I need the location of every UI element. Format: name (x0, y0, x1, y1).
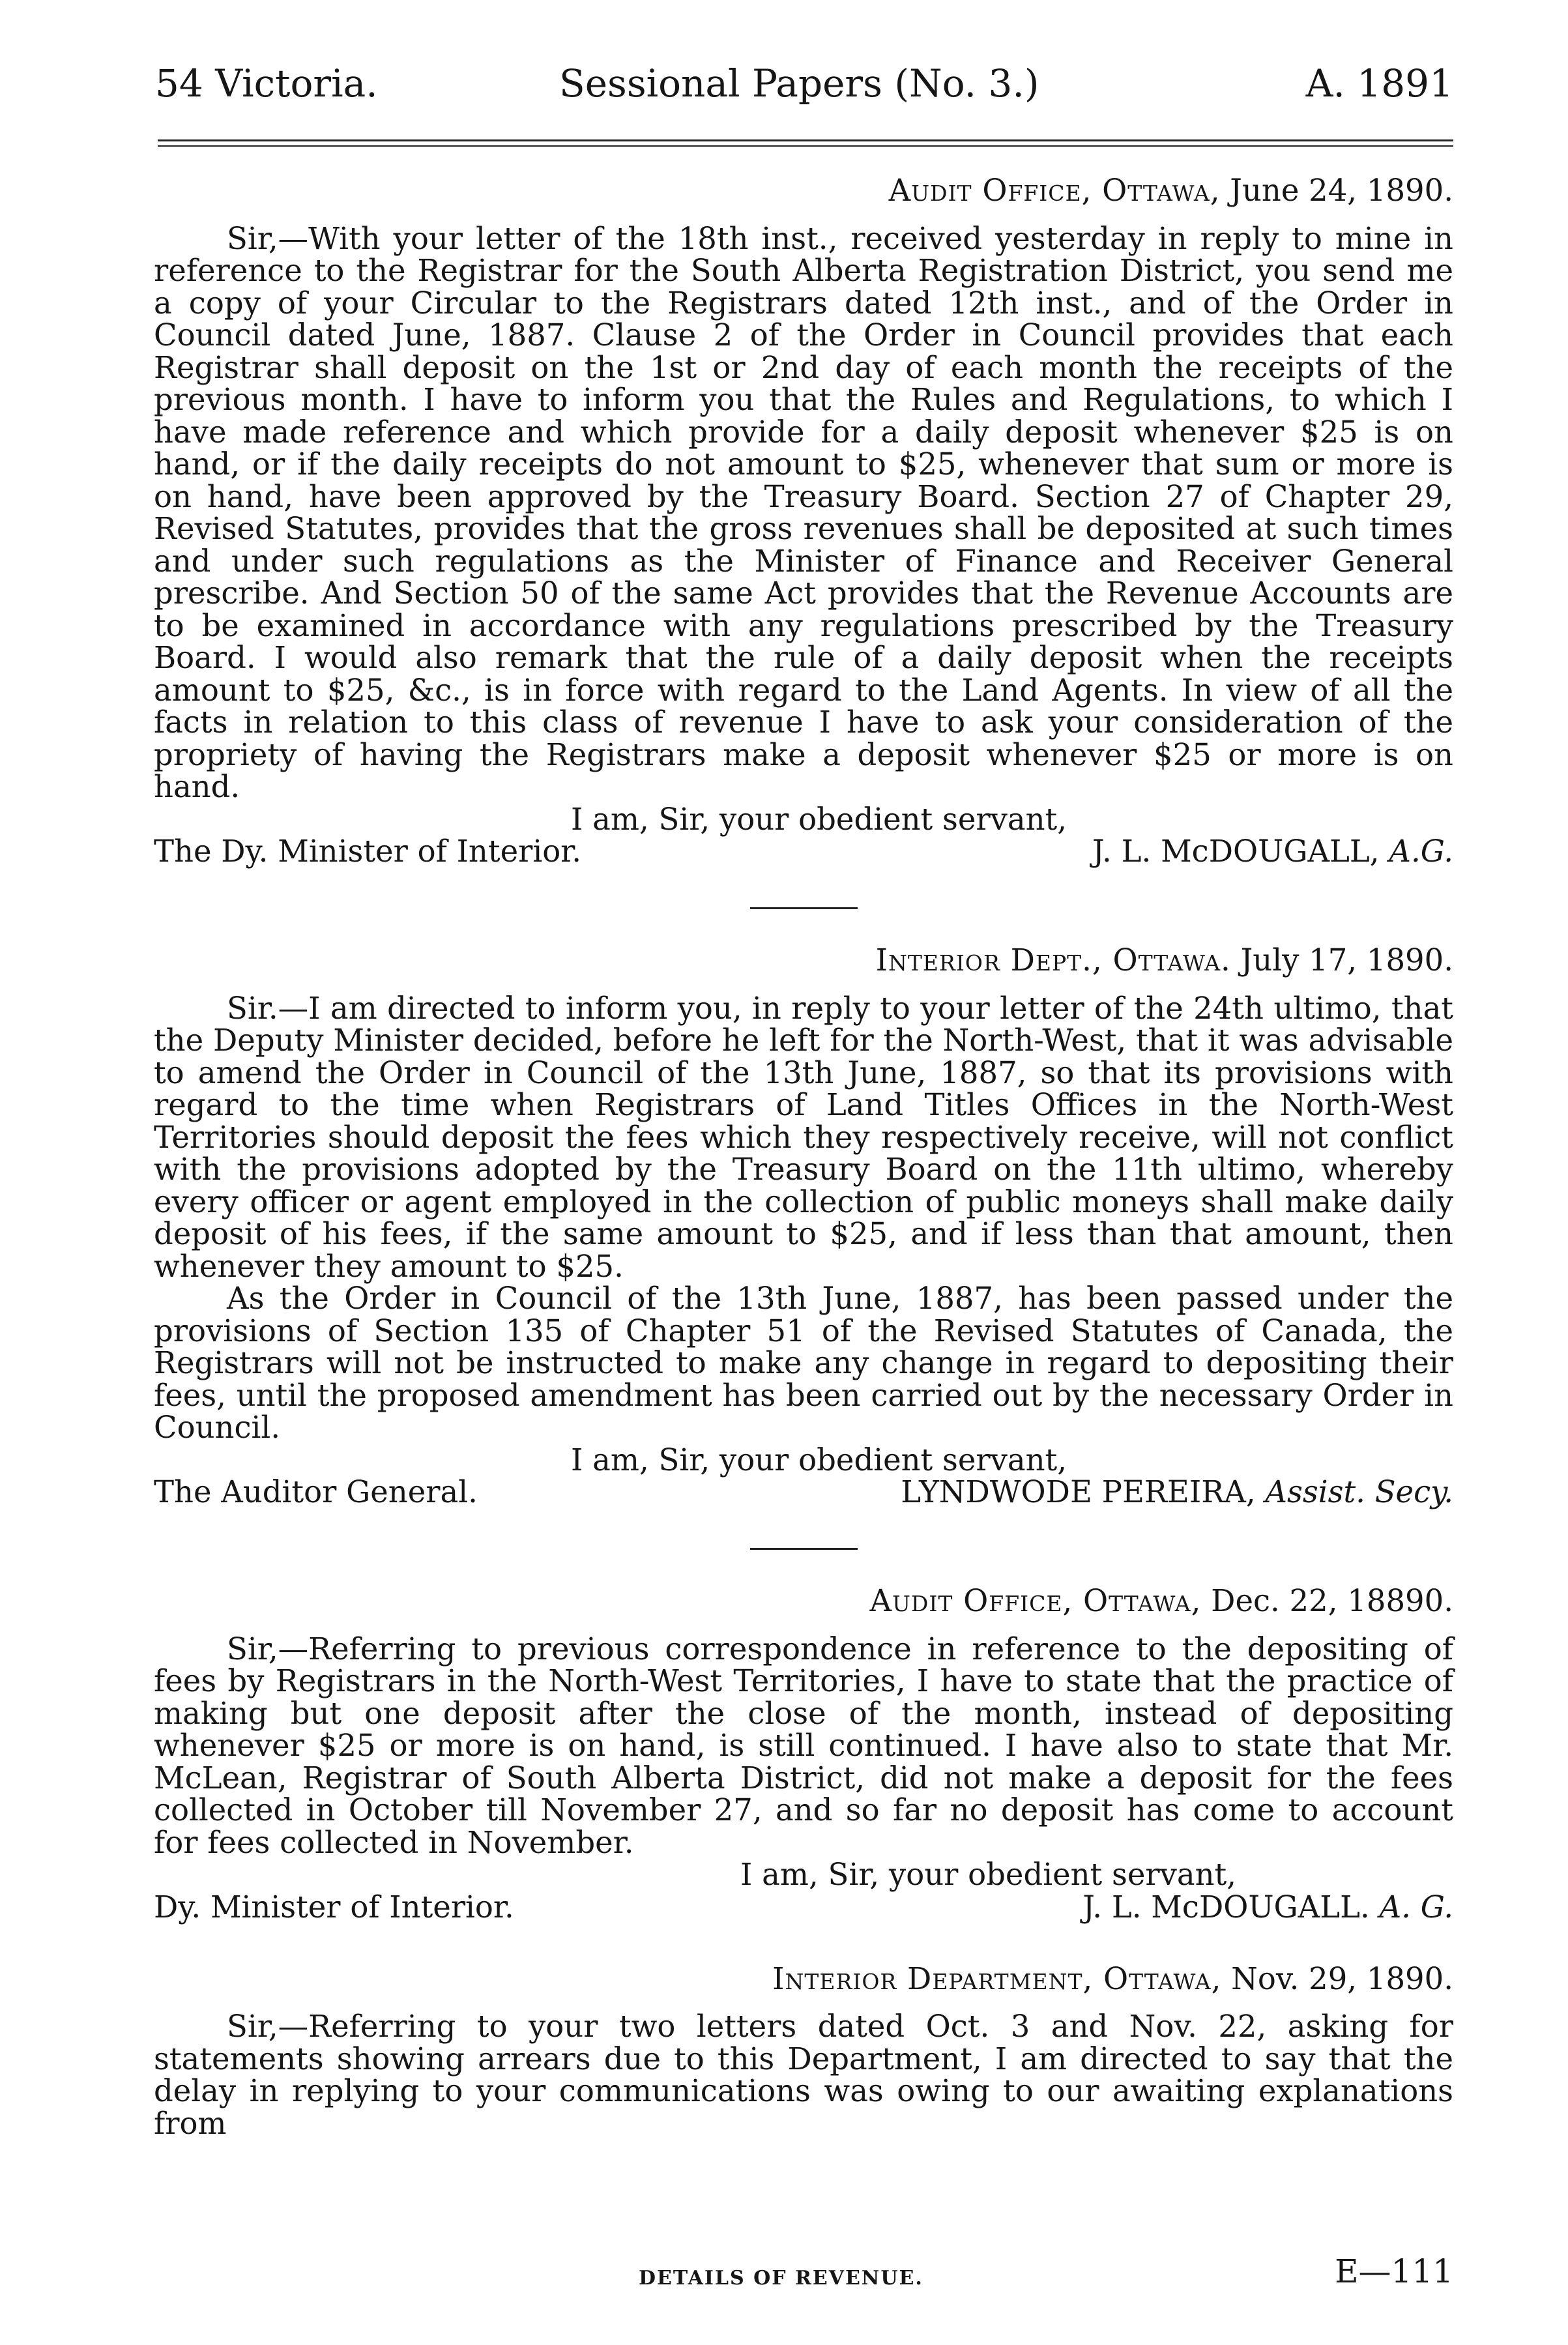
dateline-place: Interior Department, Ottawa, (772, 1960, 1222, 1996)
header-title: Sessional Papers (No. 3.) (559, 61, 1039, 106)
letter (154, 1960, 1453, 2141)
letter-separator (750, 907, 858, 909)
dateline-date: July 17, 1890. (1240, 942, 1453, 978)
footer-section-label: DETAILS OF REVENUE. (639, 2267, 923, 2290)
signature-title: A. G. (1379, 1889, 1453, 1925)
signature-line (154, 1891, 1453, 1929)
dateline-date: June 24, 1890. (1230, 173, 1453, 208)
letter (154, 175, 1453, 873)
header-rule-bottom (158, 145, 1453, 147)
dateline-place: Interior Dept., Ottawa. (875, 942, 1231, 978)
addressee: The Auditor General. (154, 1474, 478, 1509)
complimentary-closing: I am, Sir, your obedient servant, (571, 1442, 1067, 1478)
header-rule-top (158, 139, 1453, 141)
dateline-date: Nov. 29, 1890. (1231, 1960, 1453, 1996)
dateline (154, 175, 1453, 207)
letter-paragraph: Sir,—Referring to previous correspondence in reference to the depositing of fees by Registrars in the North-West Territories, I have to state that the practice of making but one deposit after the close of the month, instead of depositing whenever $25 or more is on hand, is still continued. I have also to state that Mr. McLean, Registrar of South Alberta District, did not make a deposit for the fees collected in October till November 27, and so far no deposit has come to account for fees collected in November. (154, 1631, 1453, 1860)
dateline (154, 1960, 1453, 1996)
signature-name: LYNDWODE PEREIRA, (901, 1474, 1256, 1509)
signature (1092, 836, 1453, 868)
complimentary-closing: I am, Sir, your obedient servant, (740, 1857, 1237, 1892)
signature-line (154, 1476, 1453, 1514)
page-footer (639, 2252, 1453, 2298)
header-year: A. 1891 (1305, 61, 1453, 106)
signature-name: J. L. McDOUGALL, (1092, 834, 1380, 869)
addressee: The Dy. Minister of Interior. (154, 834, 582, 869)
signature-line (154, 836, 1453, 873)
dateline-date: Dec. 22, 18890. (1211, 1583, 1453, 1618)
letter-paragraph: Sir.—I am directed to inform you, in reply to your letter of the 24th ultimo, that the Deputy Minister decided, before he left for the North-West, that it was advisable to amend the Order in Council of the 13th June, 1887, so that its provisions with regard to the time when Registrars of Land Titles Offices in the North-West Territories should deposit the fees which they respectively receive, will not conflict with the provisions adopted by the Treasury Board on the 11th ultimo, whereby every officer or agent employed in the collection of public moneys shall make daily deposit of his fees, if the same amount to $25, and if less than that amount, then whenever they amount to $25. (154, 990, 1453, 1284)
letter (154, 1585, 1453, 1929)
signature-name: J. L. McDOUGALL. (1082, 1889, 1370, 1925)
letter-spacer (154, 1929, 1453, 1963)
dateline-place: Audit Office, Ottawa, (869, 1583, 1202, 1618)
dateline-place: Audit Office, Ottawa, (888, 173, 1221, 208)
letter-separator (750, 1548, 858, 1550)
dateline (154, 1585, 1453, 1618)
signature-title: A.G. (1389, 834, 1453, 869)
signature-title: Assist. Secy. (1265, 1474, 1453, 1509)
letter-paragraph: Sir,—Referring to your two letters dated Oct. 3 and Nov. 22, asking for statements showing arrears due to this Department, I am directed to say that the delay in replying to your communications was owing to our awaiting explanations from (154, 2009, 1453, 2141)
letter-paragraph: As the Order in Council of the 13th June, 1887, has been passed under the provisions of Section 135 of Chapter 51 of the Revised Statutes of Canada, the Registrars will not be instructed to make any change in regard to depositing their fees, until the proposed amendment has been carried out by the necessary Order in Council. (154, 1281, 1453, 1445)
letter-paragraph: Sir,—With your letter of the 18th inst., received yesterday in reply to mine in reference to the Registrar for the South Alberta Registration District, you send me a copy of your Circular to the Registrars dated 12th inst., and of the Order in Council dated June, 1887. Clause 2 of the Order in Council provides that each Registrar shall deposit on the 1st or 2nd day of each month the receipts of the previous month. I have to inform you that the Rules and Regulations, to which I have made reference and which provide for a daily deposit whenever $25 is on hand, or if the daily receipts do not amount to $25, whenever that sum or more is on hand, have been approved by the Treasury Board. Section 27 of Chapter 29, Revised Statutes, provides that the gross revenues shall be deposited at such times and under such regulations as the Minister of Finance and Receiver General prescribe. And Section 50 of the same Act provides that the Revenue Accounts are to be examined in accordance with any regulations prescribed by the Treasury Board. I would also remark that the rule of a daily deposit when the receipts amount to $25, &c., is in force with regard to the Land Agents. In view of all the facts in relation to this class of revenue I have to ask your consideration of the propriety of having the Registrars make a deposit whenever $25 or more is on hand. (154, 220, 1453, 804)
header-session: 54 Victoria. (155, 61, 378, 106)
signature (1082, 1891, 1453, 1924)
letter (154, 944, 1453, 1514)
signature (901, 1476, 1453, 1509)
addressee: Dy. Minister of Interior. (154, 1889, 514, 1925)
complimentary-closing: I am, Sir, your obedient servant, (571, 801, 1067, 837)
dateline (154, 944, 1453, 977)
running-header (155, 57, 1453, 109)
page-body (154, 175, 1453, 2140)
page-number: E—111 (1335, 2252, 1453, 2290)
